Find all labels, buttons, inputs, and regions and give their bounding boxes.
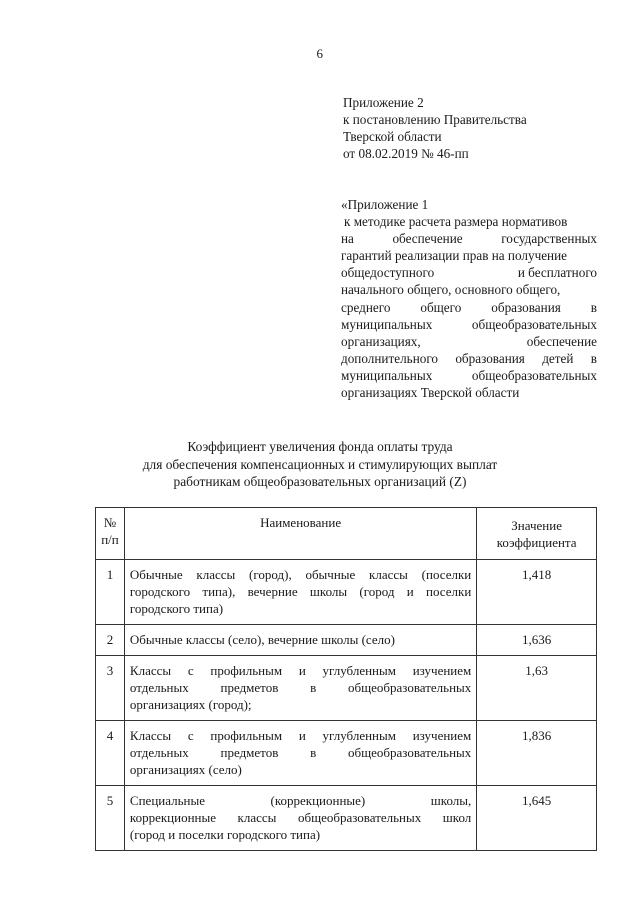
- row-name-line: [130, 761, 471, 778]
- row-name-word: городского типа): [129, 601, 224, 616]
- row-name-word: коррекционные: [129, 810, 216, 825]
- row-name-line: [130, 696, 471, 713]
- methodology-line: [341, 384, 597, 401]
- header-num-line: п/п: [101, 532, 119, 547]
- row-number: 5: [96, 786, 125, 851]
- methodology-word: детей: [542, 350, 574, 366]
- row-name-line: [130, 809, 471, 826]
- methodology-line: [341, 230, 597, 247]
- methodology-line: [341, 333, 597, 350]
- row-name-word: общеобразовательных: [297, 810, 422, 825]
- header-name-text: Наименование: [260, 515, 342, 530]
- methodology-word: общедоступного: [341, 265, 435, 281]
- table-row: [96, 625, 597, 656]
- row-name-word: общеобразовательных: [347, 680, 472, 695]
- methodology-text: к методике расчета размера нормативов: [344, 214, 568, 230]
- row-name: [124, 560, 476, 625]
- row-name-line: [130, 600, 471, 617]
- methodology-word: на: [341, 231, 354, 247]
- methodology-line: [341, 350, 597, 367]
- coefficient-table: [95, 507, 597, 851]
- row-name-word: предметов: [220, 745, 279, 760]
- row-name-word: и: [298, 663, 306, 678]
- table-body: [96, 560, 597, 851]
- methodology-line: [341, 247, 597, 264]
- row-value: 1,63: [477, 656, 597, 721]
- methodology-word: муниципальных: [341, 367, 433, 383]
- title-line: Коэффициент увеличения фонда оплаты труда: [187, 439, 453, 454]
- row-name-word: предметов: [220, 680, 279, 695]
- methodology-word: муниципальных: [341, 316, 433, 332]
- title-line: работникам общеобразовательных организаций (Z): [173, 474, 467, 489]
- methodology-word: общего: [420, 299, 462, 315]
- row-name-line: [130, 631, 471, 648]
- row-name-word: углубленным: [322, 728, 396, 743]
- row-name-word: (поселки: [421, 567, 472, 582]
- methodology-word: организациях,: [341, 333, 421, 349]
- methodology-word: образования: [491, 299, 561, 315]
- appendix-line: от 08.02.2019 № 46-пп: [343, 146, 469, 161]
- row-name-line: [130, 826, 471, 843]
- appendix-line: Тверской области: [343, 129, 442, 144]
- row-name: [124, 656, 476, 721]
- table-row: [96, 656, 597, 721]
- page-number: 6: [316, 46, 324, 61]
- header-value-line: коэффициента: [496, 535, 577, 550]
- header-num: [96, 508, 125, 560]
- row-name: [124, 625, 476, 656]
- methodology-word: и бесплатного: [517, 265, 597, 281]
- row-name-word: изучением: [412, 728, 472, 743]
- row-name-word: классы: [369, 567, 408, 582]
- appendix-line: Приложение 2: [343, 95, 424, 110]
- row-name-word: изучением: [412, 663, 472, 678]
- methodology-line: [341, 281, 597, 298]
- appendix-line: к постановлению Правительства: [343, 112, 527, 127]
- row-name-word: обычные: [305, 567, 356, 582]
- row-name: [124, 721, 476, 786]
- methodology-word: государственных: [501, 231, 597, 247]
- row-name-word: с: [187, 663, 194, 678]
- row-name-word: школы,: [430, 793, 472, 808]
- row-name-word: организациях (город);: [129, 697, 252, 712]
- appendix-header: [343, 94, 603, 162]
- row-name-word: городского: [129, 584, 191, 599]
- methodology-text: «Приложение 1: [341, 197, 429, 212]
- row-name-line: [130, 679, 471, 696]
- methodology-line: [341, 316, 597, 333]
- methodology-word: в: [590, 299, 597, 315]
- row-name-line: [130, 727, 471, 744]
- row-name-word: (город: [359, 584, 395, 599]
- row-name-word: Обычные классы (село), вечерние школы (село): [129, 632, 395, 647]
- table-row: [96, 721, 597, 786]
- row-name-word: и: [298, 728, 306, 743]
- row-name-word: поселки: [426, 584, 472, 599]
- methodology-word: обеспечение: [526, 333, 597, 349]
- row-name-word: и: [406, 584, 414, 599]
- row-name-word: организациях (село): [129, 762, 242, 777]
- methodology-line: [341, 213, 597, 230]
- methodology-reference: [341, 196, 597, 401]
- row-name-word: классы: [237, 810, 277, 825]
- row-name-line: [130, 792, 471, 809]
- row-name-word: типа),: [202, 584, 236, 599]
- row-value: 1,645: [477, 786, 597, 851]
- table-row: [96, 560, 597, 625]
- row-number: 3: [96, 656, 125, 721]
- row-name-line: [130, 744, 471, 761]
- row-name-word: в: [310, 680, 317, 695]
- row-name-word: углубленным: [322, 663, 396, 678]
- methodology-text: организациях Тверской области: [341, 385, 520, 401]
- methodology-word: общеобразовательных: [471, 316, 597, 332]
- title-line: для обеспечения компенсационных и стимулирующих выплат: [142, 456, 498, 472]
- row-name-line: [130, 583, 471, 600]
- row-value: 1,418: [477, 560, 597, 625]
- row-name-word: (город и поселки городского типа): [129, 827, 321, 842]
- document-title: [0, 438, 640, 491]
- row-name-word: (город),: [249, 567, 292, 582]
- methodology-word: общеобразовательных: [471, 367, 597, 383]
- row-name-word: вечерние: [247, 584, 298, 599]
- row-number: 4: [96, 721, 125, 786]
- row-name-word: общеобразовательных: [347, 745, 472, 760]
- methodology-line: [341, 367, 597, 384]
- header-value: [477, 508, 597, 560]
- row-name-word: школы: [309, 584, 348, 599]
- methodology-word: дополнительного: [341, 350, 439, 366]
- row-name: [124, 786, 476, 851]
- row-name-word: Классы: [129, 728, 172, 743]
- methodology-line: [341, 299, 597, 316]
- row-name-line: [130, 662, 471, 679]
- row-value: 1,636: [477, 625, 597, 656]
- methodology-word: обеспечение: [392, 231, 463, 247]
- row-name-word: профильным: [210, 728, 283, 743]
- methodology-word: образования: [455, 350, 525, 366]
- table-row: [96, 786, 597, 851]
- row-number: 1: [96, 560, 125, 625]
- row-name-line: [130, 566, 471, 583]
- row-name-word: в: [310, 745, 317, 760]
- row-name-word: профильным: [210, 663, 283, 678]
- row-name-word: с: [187, 728, 194, 743]
- header-name: [124, 508, 476, 560]
- methodology-line: [341, 196, 597, 213]
- row-value: 1,836: [477, 721, 597, 786]
- methodology-line: [341, 264, 597, 281]
- row-name-word: отдельных: [129, 680, 189, 695]
- header-value-line: Значение: [511, 518, 562, 533]
- methodology-word: в: [590, 350, 597, 366]
- row-name-word: Обычные: [129, 567, 183, 582]
- table-header-row: [96, 508, 597, 560]
- methodology-text: гарантий реализации прав на получение: [341, 248, 568, 264]
- methodology-word: среднего: [341, 299, 391, 315]
- row-name-word: отдельных: [129, 745, 189, 760]
- methodology-text: начального общего, основного общего,: [341, 282, 561, 298]
- header-num-line: №: [103, 515, 117, 530]
- row-name-word: Классы: [129, 663, 172, 678]
- row-name-word: школ: [442, 810, 472, 825]
- row-name-word: классы: [196, 567, 236, 582]
- row-name-word: (коррекционные): [270, 793, 366, 808]
- row-number: 2: [96, 625, 125, 656]
- row-name-word: Специальные: [129, 793, 205, 808]
